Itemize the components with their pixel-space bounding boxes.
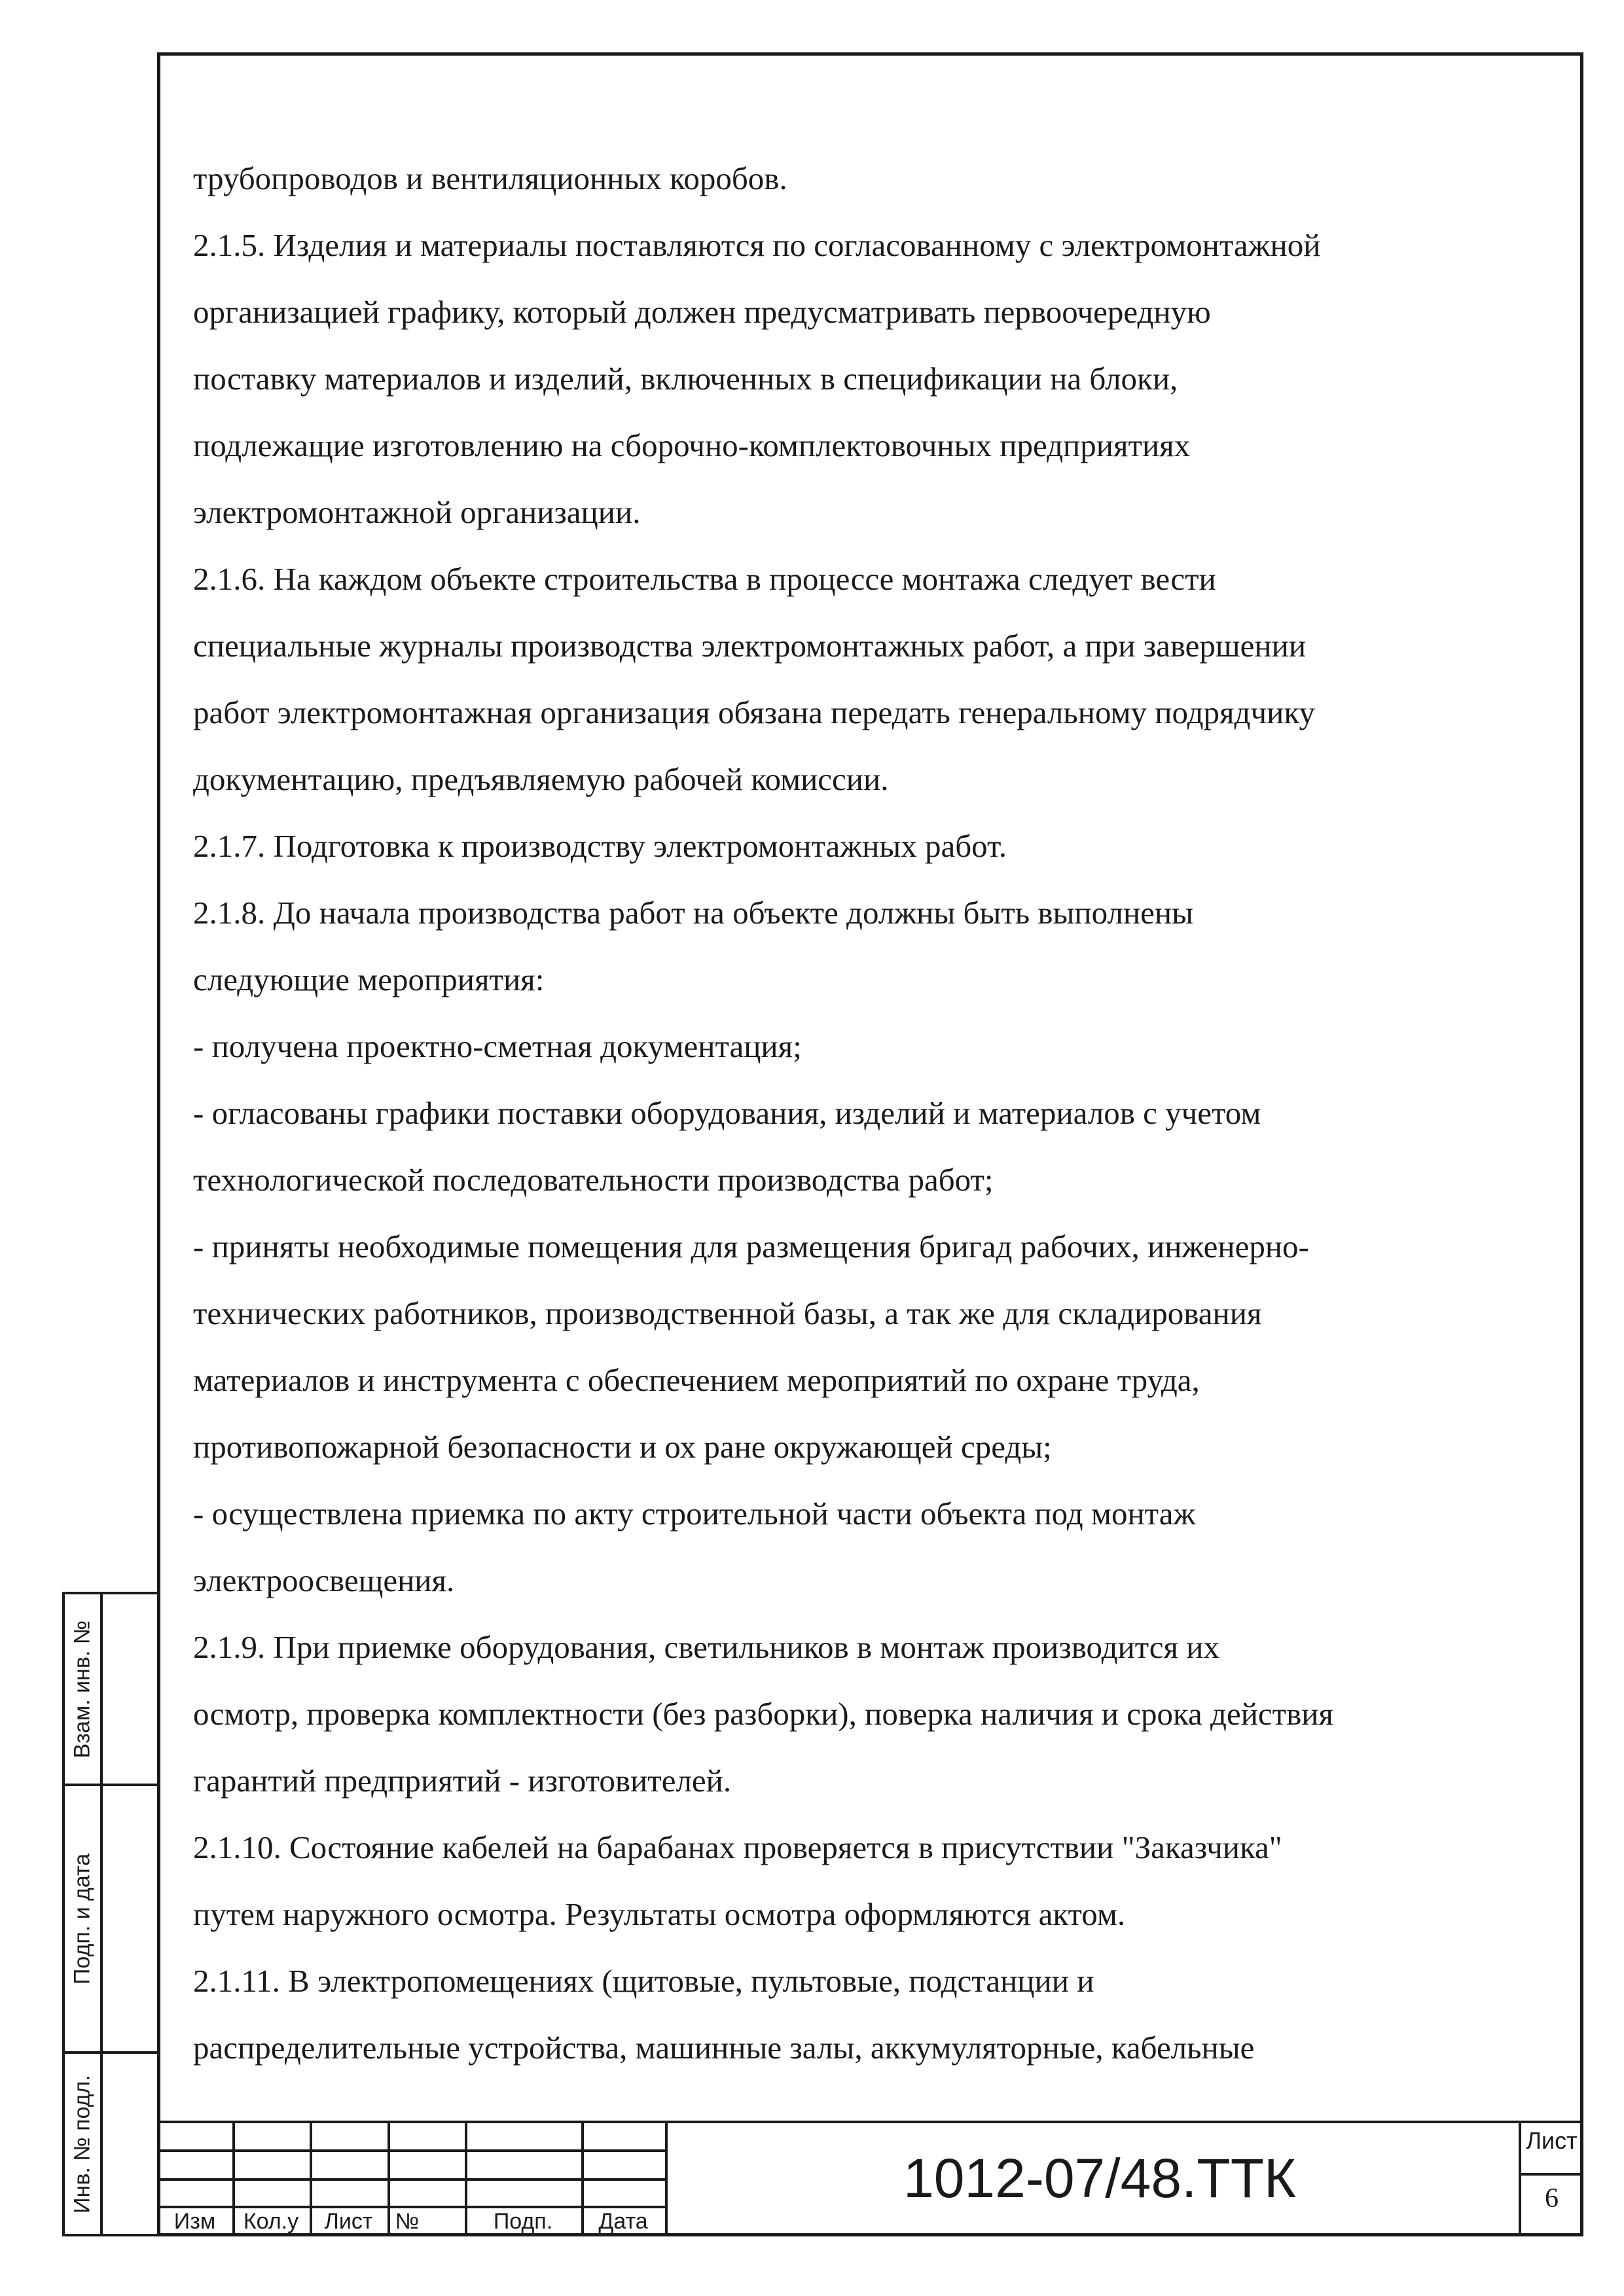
col-data: Дата	[598, 2209, 648, 2234]
text-line: - приняты необходимые помещения для размещения бригад рабочих, инженерно-	[193, 1229, 1309, 1265]
text-line: 2.1.8. До начала производства работ на объекте должны быть выполнены	[193, 895, 1194, 931]
text-line: технических работников, производственной базы, а так же для складирования	[193, 1295, 1262, 1331]
text-line: 2.1.9. При приемке оборудования, светильников в монтаж производится их	[193, 1629, 1220, 1665]
text-line: 2.1.11. В электропомещениях (щитовые, пультовые, подстанции и	[193, 1963, 1094, 1999]
text-line: - осуществлена приемка по акту строительной части объекта под монтаж	[193, 1496, 1196, 1532]
text-line: 2.1.10. Состояние кабелей на барабанах проверяется в присутствии "Заказчика"	[193, 1829, 1282, 1865]
title-block	[157, 2121, 1583, 2236]
text-line: - огласованы графики поставки оборудования, изделий и материалов с учетом	[193, 1095, 1261, 1131]
stamp-podp-data-label: Подп. и дата	[69, 1853, 95, 1984]
sheet-number: 6	[1545, 2183, 1559, 2214]
document-code: 1012-07/48.ТТК	[903, 2147, 1296, 2209]
stamp-inv-podl	[62, 2051, 157, 2236]
text-line: электроосвещения.	[193, 1562, 455, 1598]
text-line: работ электромонтажная организация обязана передать генеральному подрядчику	[193, 694, 1315, 730]
text-line: электромонтажной организации.	[193, 494, 641, 530]
document-body	[193, 145, 1574, 2081]
sheet-label: Лист	[1526, 2127, 1578, 2154]
stamp-podp-data	[62, 1784, 157, 2054]
text-line: гарантий предприятий - изготовителей.	[193, 1763, 732, 1799]
text-line: поставку материалов и изделий, включенных в спецификации на блоки,	[193, 361, 1178, 397]
text-line: трубопроводов и вентиляционных коробов.	[193, 160, 787, 196]
text-line: материалов и инструмента с обеспечением мероприятий по охране труда,	[193, 1362, 1200, 1398]
stamp-inv-zam	[62, 1592, 157, 1786]
text-line: технологической последовательности производства работ;	[193, 1162, 994, 1198]
col-list: Лист	[324, 2209, 373, 2234]
text-line: следующие мероприятия:	[193, 961, 545, 997]
stamp-inv-podl-label: Инв. № подл.	[69, 2074, 95, 2214]
text-line: документацию, предъявляемую рабочей комиссии.	[193, 761, 889, 797]
col-podp: Подп.	[493, 2209, 553, 2234]
text-line: путем наружного осмотра. Результаты осмотра оформляются актом.	[193, 1896, 1126, 1932]
text-line: 2.1.7. Подготовка к производству электромонтажных работ.	[193, 828, 1007, 864]
stamp-inv-zam-label: Взам. инв. №	[69, 1620, 95, 1758]
text-line: распределительные устройства, машинные залы, аккумуляторные, кабельные	[193, 2030, 1255, 2066]
text-line: противопожарной безопасности и ох ране окружающей среды;	[193, 1429, 1052, 1465]
col-izm: Изм	[173, 2209, 216, 2234]
col-num: №	[395, 2209, 420, 2234]
text-line: 2.1.5. Изделия и материалы поставляются по согласованному с электромонтажной	[193, 227, 1321, 263]
text-line: специальные журналы производства электромонтажных работ, а при завершении	[193, 628, 1307, 664]
text-line: подлежащие изготовлению на сборочно-комплектовочных предприятиях	[193, 427, 1191, 463]
text-line: осмотр, проверка комплектности (без разборки), поверка наличия и срока действия	[193, 1696, 1333, 1732]
col-kolu: Кол.у	[243, 2209, 299, 2234]
text-line: организацией графику, который должен предусматривать первоочередную	[193, 294, 1211, 330]
text-line: 2.1.6. На каждом объекте строительства в процессе монтажа следует вести	[193, 561, 1216, 597]
text-line: - получена проектно-сметная документация;	[193, 1028, 802, 1064]
